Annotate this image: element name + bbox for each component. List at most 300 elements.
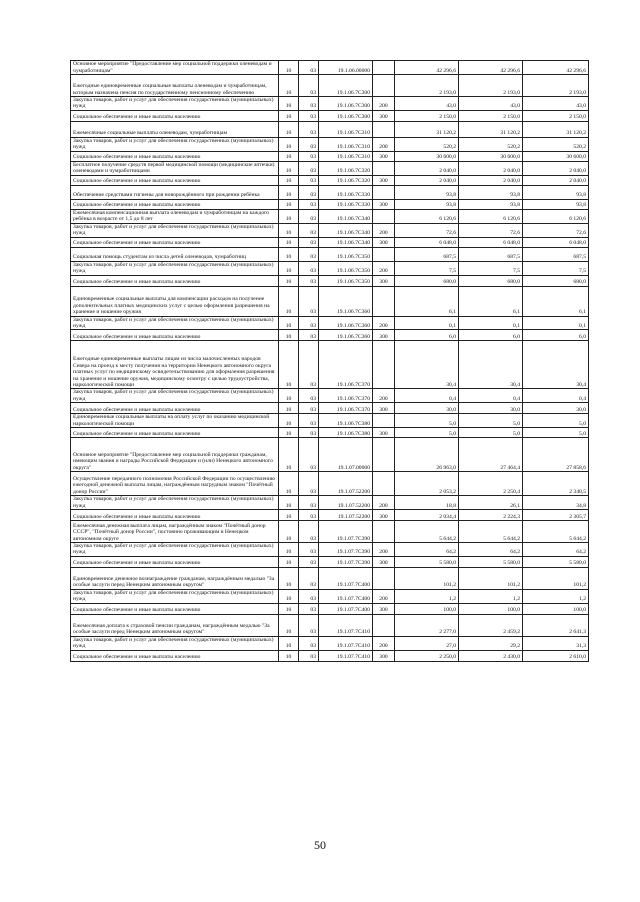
row-amount-3: 42 296,6 <box>523 61 589 75</box>
row-subsection: 03 <box>299 603 319 614</box>
row-target-article: 19.1.06.7С300 <box>319 97 373 111</box>
row-section: 10 <box>279 650 299 661</box>
row-target-article: 19.1.06.7С320 <box>319 175 373 185</box>
table-row <box>71 223 589 237</box>
row-subsection: 03 <box>299 341 319 389</box>
row-subsection: 03 <box>299 316 319 330</box>
row-target-article: 19.1.06.7С380 <box>319 414 373 428</box>
row-section: 10 <box>279 110 299 121</box>
row-name: Единовременное денежное вознаграждение гражданам, награждённым медалью "За особые заслуги перед Ненецким автономным округом" <box>71 567 279 589</box>
row-amount-3: 520,2 <box>523 137 589 151</box>
row-expense-type: 300 <box>373 510 395 521</box>
row-section: 10 <box>279 151 299 161</box>
row-target-article: 19.1.06.7С340 <box>319 237 373 247</box>
row-name: Социальное обеспечение и иные выплаты населению <box>71 175 279 185</box>
row-amount-3: 27 858,6 <box>523 438 589 472</box>
row-target-article: 19.1.06.7С360 <box>319 316 373 330</box>
row-amount-3: 93,8 <box>523 185 589 199</box>
row-subsection: 03 <box>299 636 319 650</box>
row-amount-2: 520,2 <box>459 137 523 151</box>
table-row <box>71 185 589 199</box>
row-target-article: 19.1.06.7С350 <box>319 261 373 275</box>
row-name: Осуществление переданного полномочия Российской Федерации по осуществлению ежегодной денежной выплаты лицам, награждённым нагрудным знаком "Почётный донор России" <box>71 472 279 496</box>
row-amount-2: 5 580,0 <box>459 556 523 567</box>
row-target-article: 19.1.06.7С330 <box>319 185 373 199</box>
row-section: 10 <box>279 286 299 316</box>
row-name: Основное мероприятие "Предоставление мер социальной поддержки гражданам, имеющим звания и награды Российской Федерации и (или) Ненецкого автономного округа" <box>71 438 279 472</box>
table-row <box>71 151 589 161</box>
row-amount-3: 64,2 <box>523 543 589 557</box>
row-name: Социальное обеспечение и иные выплаты населению <box>71 650 279 661</box>
row-amount-3: 0,1 <box>523 316 589 330</box>
row-target-article: 19.1.07.7С400 <box>319 603 373 614</box>
row-target-article: 19.1.06.7С300 <box>319 110 373 121</box>
row-amount-1: 6,0 <box>395 330 459 341</box>
row-section: 10 <box>279 97 299 111</box>
row-section: 10 <box>279 510 299 521</box>
table-row <box>71 341 589 389</box>
row-amount-2: 93,8 <box>459 199 523 209</box>
budget-sheet <box>70 60 588 662</box>
row-subsection: 03 <box>299 389 319 403</box>
table-row <box>71 330 589 341</box>
row-name: Социальное обеспечение и иные выплаты населению <box>71 199 279 209</box>
row-amount-2: 6 120,6 <box>459 209 523 223</box>
row-subsection: 03 <box>299 428 319 438</box>
row-name: Социальное обеспечение и иные выплаты населению <box>71 330 279 341</box>
row-amount-3: 93,8 <box>523 199 589 209</box>
table-row <box>71 472 589 496</box>
row-amount-1: 2 053,2 <box>395 472 459 496</box>
row-section: 10 <box>279 223 299 237</box>
row-subsection: 03 <box>299 75 319 97</box>
row-amount-2: 2 250,4 <box>459 472 523 496</box>
row-target-article: 19.1.06.7С310 <box>319 121 373 137</box>
row-target-article: 19.1.06.7С370 <box>319 389 373 403</box>
row-expense-type: 200 <box>373 316 395 330</box>
row-expense-type: 300 <box>373 275 395 286</box>
row-target-article: 19.1.07.7С410 <box>319 614 373 636</box>
row-amount-2: 2 040,0 <box>459 161 523 175</box>
row-subsection: 03 <box>299 151 319 161</box>
row-name: Социальное обеспечение и иные выплаты населению <box>71 275 279 286</box>
row-name: Ежемесячные социальные выплаты оленеводам, чумработницам <box>71 121 279 137</box>
row-section: 10 <box>279 75 299 97</box>
table-row <box>71 275 589 286</box>
row-amount-2: 0,1 <box>459 316 523 330</box>
row-expense-type: 300 <box>373 650 395 661</box>
row-amount-2: 100,0 <box>459 603 523 614</box>
row-expense-type <box>373 472 395 496</box>
row-expense-type: 200 <box>373 261 395 275</box>
table-row <box>71 567 589 589</box>
row-name: Социальное обеспечение и иные выплаты населению <box>71 151 279 161</box>
row-subsection: 03 <box>299 199 319 209</box>
row-expense-type <box>373 521 395 543</box>
row-target-article: 19.1.07.7С390 <box>319 543 373 557</box>
row-target-article: 19.1.07.7С410 <box>319 650 373 661</box>
row-amount-3: 2 641,3 <box>523 614 589 636</box>
row-section: 10 <box>279 330 299 341</box>
row-subsection: 03 <box>299 496 319 510</box>
row-subsection: 03 <box>299 650 319 661</box>
row-name: Социальное обеспечение и иные выплаты населению <box>71 237 279 247</box>
row-amount-1: 31 120,2 <box>395 121 459 137</box>
row-subsection: 03 <box>299 121 319 137</box>
row-section: 10 <box>279 175 299 185</box>
row-expense-type: 300 <box>373 556 395 567</box>
row-target-article: 19.1.07.52200 <box>319 496 373 510</box>
row-amount-2: 5,0 <box>459 414 523 428</box>
row-amount-1: 2 250,0 <box>395 650 459 661</box>
row-amount-2: 2 430,0 <box>459 650 523 661</box>
row-amount-2: 43,0 <box>459 97 523 111</box>
row-name: Бесплатное получение средств первой медицинской помощи (медицинские аптечки) оленеводами и чумработницами <box>71 161 279 175</box>
table-row <box>71 121 589 137</box>
table-row <box>71 209 589 223</box>
row-name: Социальное обеспечение и иные выплаты населению <box>71 403 279 414</box>
row-name: Ежегодные единовременные социальные выплаты оленеводам и чумработницам, которым назначена пенсия по государственному пенсионному обеспечению <box>71 75 279 97</box>
row-expense-type: 200 <box>373 543 395 557</box>
row-amount-1: 6 048,0 <box>395 237 459 247</box>
row-amount-2: 101,2 <box>459 567 523 589</box>
table-row <box>71 414 589 428</box>
row-amount-1: 26 963,0 <box>395 438 459 472</box>
row-name: Ежемесячная доплата к страховой пенсии гражданам, награждённым медалью "За особые заслуги перед Ненецким автономным округом" <box>71 614 279 636</box>
row-target-article: 19.1.07.7С400 <box>319 589 373 603</box>
row-subsection: 03 <box>299 237 319 247</box>
row-name: Закупка товаров, работ и услуг для обеспечения государственных (муниципальных) нужд <box>71 496 279 510</box>
row-expense-type <box>373 614 395 636</box>
row-amount-3: 5,0 <box>523 428 589 438</box>
row-amount-1: 520,2 <box>395 137 459 151</box>
row-amount-2: 27 464,4 <box>459 438 523 472</box>
row-amount-2: 0,4 <box>459 389 523 403</box>
table-row <box>71 603 589 614</box>
row-amount-1: 27,0 <box>395 636 459 650</box>
row-amount-2: 5,0 <box>459 428 523 438</box>
row-subsection: 03 <box>299 286 319 316</box>
row-section: 10 <box>279 428 299 438</box>
row-expense-type: 200 <box>373 137 395 151</box>
row-expense-type <box>373 185 395 199</box>
row-section: 10 <box>279 543 299 557</box>
row-name: Обеспечение средствами гигиены для новорождённого при рождении ребёнка <box>71 185 279 199</box>
row-amount-1: 30,4 <box>395 341 459 389</box>
row-amount-3: 2 150,0 <box>523 110 589 121</box>
table-row <box>71 137 589 151</box>
row-amount-2: 2 040,0 <box>459 175 523 185</box>
table-row <box>71 161 589 175</box>
row-subsection: 03 <box>299 275 319 286</box>
row-target-article: 19.1.07.7С390 <box>319 521 373 543</box>
row-section: 10 <box>279 556 299 567</box>
row-amount-2: 31 120,2 <box>459 121 523 137</box>
row-amount-1: 7,5 <box>395 261 459 275</box>
row-target-article: 19.1.06.7С360 <box>319 286 373 316</box>
table-row <box>71 247 589 261</box>
table-row <box>71 556 589 567</box>
row-amount-2: 7,5 <box>459 261 523 275</box>
table-row <box>71 543 589 557</box>
row-target-article: 19.1.06.7С340 <box>319 209 373 223</box>
row-section: 10 <box>279 137 299 151</box>
row-amount-1: 6 120,6 <box>395 209 459 223</box>
row-amount-2: 72,6 <box>459 223 523 237</box>
row-name: Закупка товаров, работ и услуг для обеспечения государственных (муниципальных) нужд <box>71 543 279 557</box>
row-expense-type <box>373 438 395 472</box>
table-row <box>71 496 589 510</box>
row-amount-1: 100,0 <box>395 603 459 614</box>
row-amount-3: 30,4 <box>523 341 589 389</box>
table-row <box>71 61 589 75</box>
row-amount-1: 687,5 <box>395 247 459 261</box>
row-amount-2: 42 296,6 <box>459 61 523 75</box>
row-amount-2: 93,8 <box>459 185 523 199</box>
table-body <box>71 61 589 662</box>
row-amount-2: 6,0 <box>459 330 523 341</box>
row-amount-1: 680,0 <box>395 275 459 286</box>
row-section: 10 <box>279 614 299 636</box>
row-expense-type: 300 <box>373 199 395 209</box>
row-section: 10 <box>279 121 299 137</box>
row-section: 10 <box>279 209 299 223</box>
row-subsection: 03 <box>299 175 319 185</box>
row-amount-3: 2 340,5 <box>523 472 589 496</box>
row-amount-1: 5 644,2 <box>395 521 459 543</box>
row-target-article: 19.1.06.7С340 <box>319 223 373 237</box>
row-amount-2: 26,1 <box>459 496 523 510</box>
row-subsection: 03 <box>299 110 319 121</box>
row-section: 10 <box>279 414 299 428</box>
row-target-article: 19.1.06.00000 <box>319 61 373 75</box>
row-amount-3: 2 610,0 <box>523 650 589 661</box>
table-row <box>71 286 589 316</box>
page-number: 50 <box>314 838 326 852</box>
row-subsection: 03 <box>299 97 319 111</box>
row-subsection: 03 <box>299 556 319 567</box>
row-name: Закупка товаров, работ и услуг для обеспечения государственных (муниципальных) нужд <box>71 389 279 403</box>
table-row <box>71 589 589 603</box>
row-amount-3: 5,0 <box>523 414 589 428</box>
row-expense-type: 300 <box>373 428 395 438</box>
row-amount-3: 43,0 <box>523 97 589 111</box>
row-amount-2: 2 459,2 <box>459 614 523 636</box>
row-amount-3: 30,0 <box>523 403 589 414</box>
row-amount-1: 42 296,6 <box>395 61 459 75</box>
row-expense-type <box>373 567 395 589</box>
row-subsection: 03 <box>299 543 319 557</box>
row-expense-type: 300 <box>373 151 395 161</box>
row-section: 10 <box>279 261 299 275</box>
row-expense-type: 300 <box>373 603 395 614</box>
row-name: Социальное обеспечение и иные выплаты населению <box>71 110 279 121</box>
row-amount-1: 2 150,0 <box>395 110 459 121</box>
table-row <box>71 389 589 403</box>
table-row <box>71 110 589 121</box>
row-amount-1: 30 600,0 <box>395 151 459 161</box>
row-expense-type: 200 <box>373 589 395 603</box>
row-expense-type: 200 <box>373 636 395 650</box>
row-subsection: 03 <box>299 472 319 496</box>
table-row <box>71 403 589 414</box>
row-section: 10 <box>279 521 299 543</box>
row-amount-3: 5 644,2 <box>523 521 589 543</box>
row-amount-1: 2 277,0 <box>395 614 459 636</box>
row-amount-3: 6,0 <box>523 330 589 341</box>
table-row <box>71 614 589 636</box>
table-row <box>71 237 589 247</box>
row-target-article: 19.1.06.7С350 <box>319 247 373 261</box>
row-amount-2: 6,1 <box>459 286 523 316</box>
row-amount-3: 0,4 <box>523 389 589 403</box>
row-amount-3: 5 580,0 <box>523 556 589 567</box>
row-expense-type <box>373 121 395 137</box>
table-row <box>71 75 589 97</box>
row-subsection: 03 <box>299 438 319 472</box>
row-target-article: 19.1.06.7С380 <box>319 428 373 438</box>
table-row <box>71 97 589 111</box>
row-expense-type: 300 <box>373 110 395 121</box>
table-row <box>71 428 589 438</box>
row-subsection: 03 <box>299 261 319 275</box>
row-section: 10 <box>279 389 299 403</box>
row-expense-type: 200 <box>373 496 395 510</box>
row-section: 10 <box>279 403 299 414</box>
row-amount-3: 680,0 <box>523 275 589 286</box>
row-target-article: 19.1.06.7С310 <box>319 151 373 161</box>
row-target-article: 19.1.07.7С390 <box>319 556 373 567</box>
row-amount-1: 43,0 <box>395 97 459 111</box>
row-name: Закупка товаров, работ и услуг для обеспечения государственных (муниципальных) нужд <box>71 589 279 603</box>
row-name: Ежемесячная компенсационная выплата оленеводам и чумработницам на каждого ребёнка в возрасте от 1,5 до 8 лет <box>71 209 279 223</box>
row-name: Закупка товаров, работ и услуг для обеспечения государственных (муниципальных) нужд <box>71 97 279 111</box>
row-amount-1: 64,2 <box>395 543 459 557</box>
row-subsection: 03 <box>299 223 319 237</box>
row-section: 10 <box>279 199 299 209</box>
row-amount-1: 0,4 <box>395 389 459 403</box>
row-amount-3: 72,6 <box>523 223 589 237</box>
row-amount-3: 2 040,0 <box>523 175 589 185</box>
row-subsection: 03 <box>299 209 319 223</box>
row-amount-3: 7,5 <box>523 261 589 275</box>
row-subsection: 03 <box>299 510 319 521</box>
row-expense-type: 300 <box>373 403 395 414</box>
row-subsection: 03 <box>299 330 319 341</box>
row-subsection: 03 <box>299 403 319 414</box>
row-name: Закупка товаров, работ и услуг для обеспечения государственных (муниципальных) нужд <box>71 636 279 650</box>
row-name: Ежегодные единовременные выплаты лицам из числа малочисленных народов Севера на проезд к месту получения на территории Ненецкого автономного округа платных услуг по медицинскому освидетельствованию для оформления разрешения на хранение и ношение оружия, медицинскому осмотру с целью трудоустройства, наркологической помощи <box>71 341 279 389</box>
row-amount-3: 6,1 <box>523 286 589 316</box>
row-expense-type <box>373 341 395 389</box>
row-expense-type: 300 <box>373 175 395 185</box>
row-subsection: 03 <box>299 414 319 428</box>
row-subsection: 03 <box>299 567 319 589</box>
row-amount-1: 1,2 <box>395 589 459 603</box>
row-section: 10 <box>279 185 299 199</box>
row-amount-2: 1,2 <box>459 589 523 603</box>
row-amount-2: 6 048,0 <box>459 237 523 247</box>
row-target-article: 19.1.06.7С360 <box>319 330 373 341</box>
table-row <box>71 261 589 275</box>
row-section: 10 <box>279 567 299 589</box>
budget-table <box>70 60 589 662</box>
row-expense-type <box>373 209 395 223</box>
table-row <box>71 650 589 661</box>
row-amount-2: 680,0 <box>459 275 523 286</box>
row-amount-1: 2 034,4 <box>395 510 459 521</box>
row-section: 10 <box>279 316 299 330</box>
row-name: Ежемесячная денежная выплата лицам, награждённым знаком "Почётный донор СССР", "Почётный донор России", постоянно проживающим в Ненецком автономном округе <box>71 521 279 543</box>
row-target-article: 19.1.07.7С400 <box>319 567 373 589</box>
row-target-article: 19.1.07.52200 <box>319 510 373 521</box>
row-section: 10 <box>279 237 299 247</box>
row-amount-1: 2 040,0 <box>395 161 459 175</box>
row-amount-3: 2 040,0 <box>523 161 589 175</box>
row-subsection: 03 <box>299 614 319 636</box>
row-target-article: 19.1.06.7С300 <box>319 75 373 97</box>
row-amount-2: 5 644,2 <box>459 521 523 543</box>
row-amount-2: 30,0 <box>459 403 523 414</box>
row-target-article: 19.1.07.52200 <box>319 472 373 496</box>
row-amount-2: 2 193,0 <box>459 75 523 97</box>
row-name: Основное мероприятие "Предоставление мер социальной поддержки оленеводам и чумработницам" <box>71 61 279 75</box>
row-subsection: 03 <box>299 161 319 175</box>
row-target-article: 19.1.06.7С310 <box>319 137 373 151</box>
row-amount-3: 34,8 <box>523 496 589 510</box>
row-section: 10 <box>279 603 299 614</box>
table-row <box>71 636 589 650</box>
row-subsection: 03 <box>299 521 319 543</box>
row-amount-2: 2 224,3 <box>459 510 523 521</box>
row-amount-3: 2 305,7 <box>523 510 589 521</box>
row-amount-1: 2 040,0 <box>395 175 459 185</box>
row-section: 10 <box>279 472 299 496</box>
row-subsection: 03 <box>299 589 319 603</box>
row-name: Социальное обеспечение и иные выплаты населению <box>71 603 279 614</box>
row-target-article: 19.1.06.7С370 <box>319 403 373 414</box>
row-target-article: 19.1.06.7С320 <box>319 161 373 175</box>
row-section: 10 <box>279 247 299 261</box>
row-section: 10 <box>279 161 299 175</box>
row-section: 10 <box>279 341 299 389</box>
row-section: 10 <box>279 636 299 650</box>
row-subsection: 03 <box>299 185 319 199</box>
row-amount-1: 5,0 <box>395 414 459 428</box>
row-name: Закупка товаров, работ и услуг для обеспечения государственных (муниципальных) нужд <box>71 137 279 151</box>
row-amount-3: 1,2 <box>523 589 589 603</box>
row-expense-type: 200 <box>373 223 395 237</box>
row-amount-1: 5,0 <box>395 428 459 438</box>
row-amount-2: 2 150,0 <box>459 110 523 121</box>
row-amount-1: 101,2 <box>395 567 459 589</box>
row-amount-2: 64,2 <box>459 543 523 557</box>
row-target-article: 19.1.06.7С370 <box>319 341 373 389</box>
row-amount-1: 5 580,0 <box>395 556 459 567</box>
row-expense-type: 300 <box>373 330 395 341</box>
row-target-article: 19.1.06.7С330 <box>319 199 373 209</box>
row-amount-1: 6,1 <box>395 286 459 316</box>
row-expense-type: 200 <box>373 389 395 403</box>
row-amount-3: 31 120,2 <box>523 121 589 137</box>
row-name: Социальное обеспечение и иные выплаты населению <box>71 510 279 521</box>
row-subsection: 03 <box>299 137 319 151</box>
row-name: Закупка товаров, работ и услуг для обеспечения государственных (муниципальных) нужд <box>71 261 279 275</box>
row-amount-2: 30,4 <box>459 341 523 389</box>
row-amount-3: 101,2 <box>523 567 589 589</box>
row-subsection: 03 <box>299 247 319 261</box>
table-row <box>71 510 589 521</box>
